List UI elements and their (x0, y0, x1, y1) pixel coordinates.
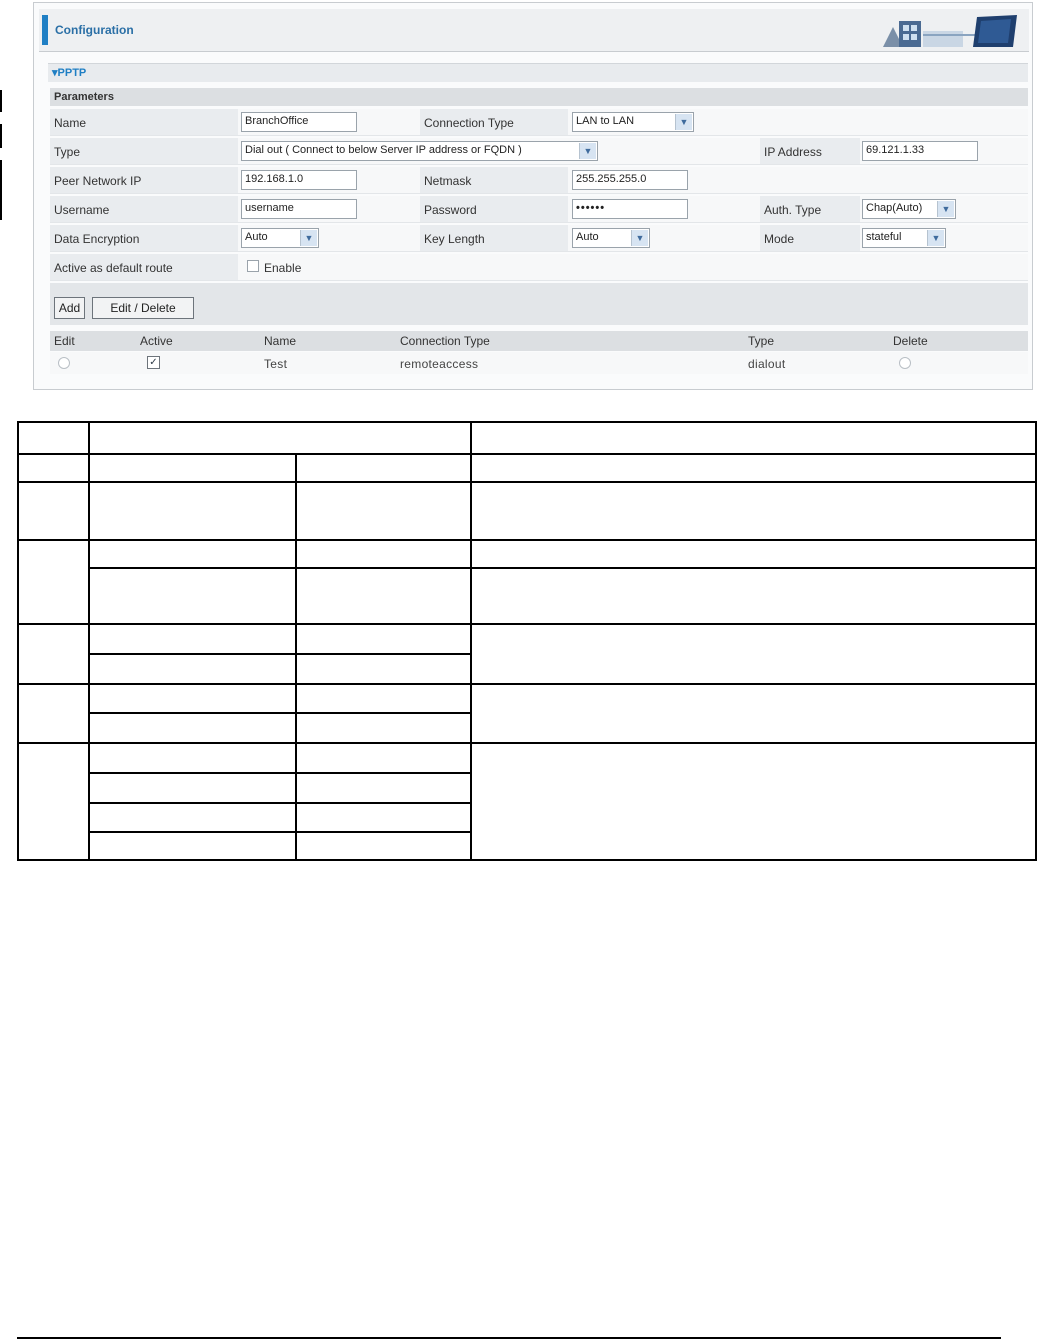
chevron-down-icon: ▼ (300, 230, 317, 246)
margin-bar (0, 90, 2, 112)
table-grid-line (19, 453, 1035, 455)
column-header: Active (140, 334, 173, 348)
table-grid-line (88, 772, 471, 774)
network-illustration-icon (873, 13, 1023, 49)
data-encryption-label: Data Encryption (54, 232, 140, 246)
table-grid-line (470, 423, 472, 859)
column-header: Delete (893, 334, 928, 348)
chevron-down-icon: ▼ (675, 114, 692, 130)
router-config-screenshot (33, 2, 1033, 390)
default-route-label: Active as default route (54, 261, 173, 275)
type-select[interactable] (241, 141, 598, 161)
table-grid-line (295, 453, 297, 859)
parameters-title: Parameters (54, 91, 114, 103)
form-row-name (50, 109, 1028, 136)
connection-type-value: LAN to LAN (576, 115, 635, 127)
table-grid-line (88, 831, 471, 833)
chevron-down-icon: ▼ (937, 201, 954, 217)
row-connection-type: remoteaccess (400, 357, 479, 371)
username-input[interactable]: username (241, 199, 357, 219)
connection-type-select[interactable] (572, 112, 694, 132)
parameters-header (50, 88, 1028, 106)
table-grid-line (19, 623, 1035, 625)
table-grid-line (88, 802, 471, 804)
ip-address-label: IP Address (764, 145, 822, 159)
description-table (17, 421, 1037, 861)
connection-type-label: Connection Type (424, 116, 514, 130)
page-title: Configuration (55, 23, 134, 37)
pptp-section-title: ▾PPTP (52, 67, 87, 79)
margin-bar (0, 124, 2, 148)
add-button[interactable]: Add (54, 297, 85, 319)
mode-label: Mode (764, 232, 795, 246)
data-encryption-value: Auto (245, 231, 268, 243)
chevron-down-icon: ▼ (579, 143, 596, 159)
chevron-down-icon: ▼ (927, 230, 944, 246)
auth-type-select[interactable] (862, 199, 956, 219)
type-value: Dial out ( Connect to below Server IP address or FQDN ) (245, 144, 522, 156)
form-row-type (50, 138, 1028, 165)
table-grid-line (88, 653, 471, 655)
column-header: Connection Type (400, 334, 490, 348)
column-header: Name (264, 334, 297, 348)
password-input[interactable]: •••••• (572, 199, 688, 219)
chevron-down-icon: ▼ (631, 230, 648, 246)
table-grid-line (88, 423, 90, 859)
password-label: Password (424, 203, 477, 217)
table-grid-line (19, 683, 1035, 685)
action-bar (50, 283, 1028, 325)
mode-value: stateful (866, 231, 902, 243)
form-row-encryption (50, 225, 1028, 252)
table-row (50, 352, 1028, 374)
pptp-section-toggle[interactable] (48, 63, 1028, 82)
table-grid-line (19, 742, 1035, 744)
type-label: Type (54, 145, 81, 159)
table-grid-line (88, 567, 1036, 569)
peer-network-ip-label: Peer Network IP (54, 174, 142, 188)
auth-type-value: Chap(Auto) (866, 202, 923, 214)
enable-label: Enable (264, 261, 302, 275)
column-header: Edit (54, 334, 75, 348)
header-accent-bar (42, 15, 48, 45)
pptp-list-header (50, 331, 1028, 351)
auth-type-label: Auth. Type (764, 203, 822, 217)
form-row-default-route (50, 254, 1028, 281)
row-type: dialout (748, 357, 786, 371)
enable-default-route-checkbox[interactable] (247, 260, 259, 272)
username-label: Username (54, 203, 110, 217)
table-grid-line (19, 539, 1035, 541)
delete-radio[interactable] (899, 357, 911, 369)
key-length-label: Key Length (424, 232, 485, 246)
margin-bar (0, 160, 2, 220)
form-row-credentials (50, 196, 1028, 223)
name-input[interactable]: BranchOffice (241, 112, 357, 132)
ip-address-input[interactable]: 69.121.1.33 (862, 141, 978, 161)
key-length-select[interactable] (572, 228, 650, 248)
mode-select[interactable] (862, 228, 946, 248)
row-name: Test (264, 357, 288, 371)
table-grid-line (88, 712, 471, 714)
peer-network-ip-input[interactable]: 192.168.1.0 (241, 170, 357, 190)
table-grid-line (19, 481, 1035, 483)
name-label: Name (54, 116, 87, 130)
key-length-value: Auto (576, 231, 599, 243)
footer-rule (17, 1337, 1001, 1339)
data-encryption-select[interactable] (241, 228, 319, 248)
checkbox-checked-icon[interactable]: ✓ (147, 356, 160, 369)
config-header (39, 9, 1029, 52)
netmask-input[interactable]: 255.255.255.0 (572, 170, 688, 190)
edit-delete-button[interactable]: Edit / Delete (92, 297, 194, 319)
netmask-label: Netmask (424, 174, 472, 188)
form-row-peer-network (50, 167, 1028, 194)
edit-radio[interactable] (58, 357, 70, 369)
column-header: Type (748, 334, 775, 348)
